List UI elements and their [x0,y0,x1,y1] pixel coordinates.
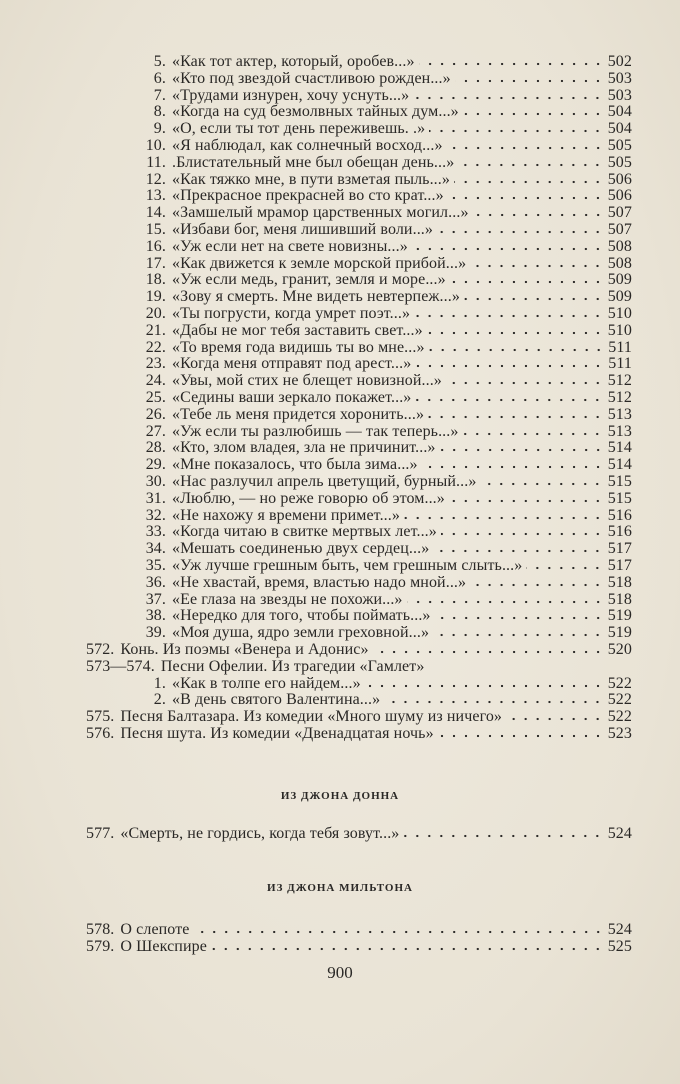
entry-title: «Уж лучше грешным быть, чем грешным слыть...» [172,557,523,574]
dot-leader [365,684,604,688]
entry-number: 28. [145,439,166,456]
toc-entry [80,221,632,238]
entry-number: 39. [145,624,166,641]
dot-leader [458,163,603,167]
entry-page: 505 [607,154,632,171]
entry-number: 19. [145,288,166,305]
entry-number: 34. [145,540,166,557]
entry-page: 506 [607,187,632,204]
dot-leader [419,62,604,66]
toc-entry [80,87,632,104]
dot-leader [435,616,604,620]
entry-page: 512 [607,372,632,389]
entry-number: 5. [153,53,166,70]
dot-leader [407,600,604,604]
entry-page: 503 [607,87,632,104]
dot-leader [422,465,604,469]
entry-page: 522 [607,691,632,708]
toc-entry [80,322,632,339]
entry-page: 518 [607,574,632,591]
entry-number: 38. [145,607,166,624]
toc-entry [80,591,632,608]
toc-entry [80,70,632,87]
toc-entry [80,288,632,305]
entry-page: 511 [608,339,632,356]
toc-entry [80,624,632,641]
dot-leader [440,448,604,452]
entry-page: 507 [607,204,632,221]
entry-title: «Не хвастай, время, властью надо мной...» [172,574,467,591]
dot-leader [414,314,604,318]
dot-leader [429,348,605,352]
toc-entry [80,103,632,120]
entry-title: «Кто, злом владея, зла не причинит...» [172,439,436,456]
entry-page: 512 [607,389,632,406]
dot-leader [480,482,603,486]
entry-number: 20. [145,305,166,322]
toc-entry [80,305,632,322]
entry-title: Песня Балтазара. Из комедии «Много шуму из ничего» [120,708,503,725]
entry-title: «Когда читаю в свитке мертвых лет...» [172,523,437,540]
toc-entry [80,523,632,540]
entry-title: «Я наблюдал, как солнечный восход...» [172,137,443,154]
entry-number: 26. [145,406,166,423]
entry-page: 505 [607,137,632,154]
toc-entry [80,938,632,955]
entry-number: 16. [145,238,166,255]
entry-title: «Ее глаза на звезды не похожи...» [172,591,403,608]
entry-number: 15. [145,221,166,238]
toc-entry [80,171,632,188]
entry-title: «Ты погрусти, когда умрет поэт...» [172,305,411,322]
toc-entry [80,825,632,842]
entry-title: О слепоте [120,921,190,938]
page-number: 900 [327,963,353,982]
entry-page: 522 [607,675,632,692]
dot-leader [384,700,603,704]
entry-title: «Когда на суд безмолвных тайных дум...» [172,103,459,120]
dot-leader [404,516,604,520]
dot-leader [473,213,604,217]
entry-page: 517 [607,540,632,557]
entry-number: 572. [86,641,115,658]
entry-title: «Уж если ты разлюбишь — так теперь...» [172,423,459,440]
entry-title: «Когда меня отправят под арест...» [172,355,412,372]
entry-number: 13. [145,187,166,204]
entry-title: «Замшелый мрамор царственных могил...» [172,204,469,221]
toc-entry [80,574,632,591]
entry-title: «Зову я смерть. Мне видеть невтерпеж...» [172,288,460,305]
dot-leader [462,432,603,436]
entry-page: 502 [607,53,632,70]
entry-title: «Уж если медь, гранит, земля и море...» [172,271,446,288]
entry-number: 10. [145,137,166,154]
dot-leader [454,180,604,184]
entry-number: 23. [145,355,166,372]
entry-number: 9. [153,120,166,137]
entry-title: «Избави бог, меня лишивший воли...» [172,221,433,238]
entry-number: 33. [145,523,166,540]
section-heading-milton: ИЗ ДЖОНА МИЛЬТОНА [267,882,413,894]
dot-leader [428,415,604,419]
entry-title: «Кто под звездой счастливою рожден...» [172,70,451,87]
entry-number: 578. [86,921,115,938]
dot-leader [449,499,604,503]
entry-title: «Нас разлучил апрель цветущий, бурный...» [172,473,477,490]
entry-title: «Нередко для того, чтобы поймать...» [172,607,431,624]
entry-page: 510 [607,322,632,339]
entry-title: «Уж если нет на свете новизны...» [172,238,408,255]
entry-number: 14. [145,204,166,221]
entry-title: «Как тот актер, который, оробев...» [172,53,415,70]
entry-title: Песня шута. Из комедии «Двенадцатая ночь» [120,725,434,742]
entry-number: 575. [86,708,115,725]
entry-page: 519 [607,624,632,641]
entry-page: 523 [607,725,632,742]
toc-entry [80,439,632,456]
dot-leader [415,398,603,402]
toc-entry [80,389,632,406]
toc-entry [80,255,632,272]
toc-entry [80,238,632,255]
entry-number: 35. [145,557,166,574]
entry-page: 504 [607,120,632,137]
entry-page: 515 [607,490,632,507]
toc-entry [80,271,632,288]
entry-title: «Люблю, — но реже говорю об этом...» [172,490,445,507]
toc-entry [80,187,632,204]
entry-page: 515 [607,473,632,490]
entry-title: Песни Офелии. Из трагедии «Гамлет» [160,658,425,675]
dot-leader [211,947,604,951]
dot-leader [429,129,604,133]
dot-leader [427,331,604,335]
dot-leader [463,112,604,116]
dot-leader [448,196,604,200]
entry-page: 522 [607,708,632,725]
entry-page: 508 [607,255,632,272]
dot-leader [433,633,604,637]
entry-title: «О, если ты тот день переживешь. .» [172,120,426,137]
entry-number: 25. [145,389,166,406]
dot-leader [438,734,604,738]
toc-entry [80,204,632,221]
toc-entry [80,456,632,473]
entry-title: «Седины ваши зеркало покажет...» [172,389,412,406]
dot-leader [441,532,604,536]
entry-number: 27. [145,423,166,440]
toc-entry [80,53,632,70]
entry-number: 11. [146,154,166,171]
entry-number: 2. [153,691,166,708]
entry-page: 514 [607,456,632,473]
entry-title: «Трудами изнурен, хочу уснуть...» [172,87,410,104]
toc-entry [80,490,632,507]
toc-entry [80,154,632,171]
dot-leader [470,583,604,587]
entry-page: 514 [607,439,632,456]
toc-entry [80,725,632,742]
entry-title: «Смерть, не гордись, когда тебя зовут...» [120,825,400,842]
entry-page: 509 [607,271,632,288]
dot-leader [447,146,604,150]
entry-title: «Как в толпе его найдем...» [172,675,361,692]
toc-entry [80,658,632,675]
entry-title: «Прекрасное прекрасней во сто крат...» [172,187,444,204]
dot-leader [437,230,604,234]
dot-leader [446,381,604,385]
entry-page: 520 [607,641,632,658]
entry-page: 513 [607,406,632,423]
entry-number: 12. [145,171,166,188]
toc-entry [80,921,632,938]
entry-title: «Не нахожу я времени примет...» [172,507,400,524]
entry-number: 6. [153,70,166,87]
dot-leader [464,297,604,301]
entry-number: 1. [153,675,166,692]
dot-leader [470,264,604,268]
entry-page: 507 [607,221,632,238]
entry-number: 21. [145,322,166,339]
entry-title: «Как тяжко мне, в пути взметая пыль...» [172,171,450,188]
entry-page: 510 [607,305,632,322]
entry-page: 509 [607,288,632,305]
entry-title: «Тебе ль меня придется хоронить...» [172,406,425,423]
entry-number: 22. [145,339,166,356]
entry-number: 29. [145,456,166,473]
entry-title: «Моя душа, ядро земли греховной...» [172,624,430,641]
entry-page: 516 [607,523,632,540]
dot-leader [506,717,604,721]
toc-entry [80,339,632,356]
toc-entry [80,607,632,624]
toc-entry [80,708,632,725]
toc-entry [80,540,632,557]
dot-leader [415,364,604,368]
entry-title: «Дабы не мог тебя заставить свет...» [172,322,423,339]
entry-title: «Мешать соединенью двух сердец...» [172,540,430,557]
toc-entry [80,557,632,574]
dot-leader [455,79,604,83]
entry-number: 37. [145,591,166,608]
entry-title: Конь. Из поэмы «Венера и Адонис» [120,641,369,658]
toc-entry [80,372,632,389]
toc-entry [80,355,632,372]
entry-page: 525 [607,938,632,955]
entry-title: .Блистательный мне был обещан день...» [172,154,455,171]
entry-number: 18. [145,271,166,288]
entry-title: «В день святого Валентина...» [172,691,381,708]
dot-leader [413,96,603,100]
dot-leader [526,566,603,570]
entry-page: 516 [607,507,632,524]
entry-title: О Шекспире [120,938,207,955]
entry-number: 576. [86,725,115,742]
toc-entry [80,137,632,154]
entry-number: 31. [145,490,166,507]
entry-number: 17. [145,255,166,272]
toc-entry [80,691,632,708]
entry-number: 36. [145,574,166,591]
entry-page: 524 [607,921,632,938]
section-heading-donne: ИЗ ДЖОНА ДОННА [280,790,400,802]
toc-entry [80,473,632,490]
toc-entry [80,120,632,137]
entry-page: 506 [607,171,632,188]
entry-number: 577. [86,825,115,842]
entry-number: 579. [86,938,115,955]
dot-leader [403,834,603,838]
entry-page: 518 [607,591,632,608]
entry-page: 511 [608,355,632,372]
entry-number: 24. [145,372,166,389]
entry-number: 7. [153,87,166,104]
entry-number: 32. [145,507,166,524]
entry-title: «Как движется к земле морской прибой...» [172,255,467,272]
entry-number: 573—574. [86,658,155,675]
dot-leader [450,280,604,284]
dot-leader [433,549,603,553]
dot-leader [412,247,604,251]
dot-leader [373,650,604,654]
entry-page: 503 [607,70,632,87]
entry-number: 30. [145,473,166,490]
toc-entry [80,675,632,692]
entry-title: «Увы, мой стих не блещет новизной...» [172,372,442,389]
entry-title: «Мне показалось, что была зима...» [172,456,418,473]
dot-leader [194,930,604,934]
entry-page: 517 [607,557,632,574]
entry-page: 513 [607,423,632,440]
toc-entry [80,406,632,423]
entry-page: 504 [607,103,632,120]
toc-entry [80,507,632,524]
toc-entry [80,423,632,440]
entry-page: 524 [607,825,632,842]
entry-page: 508 [607,238,632,255]
entry-number: 8. [153,103,166,120]
toc-entry [80,641,632,658]
entry-page: 519 [607,607,632,624]
entry-title: «То время года видишь ты во мне...» [172,339,425,356]
